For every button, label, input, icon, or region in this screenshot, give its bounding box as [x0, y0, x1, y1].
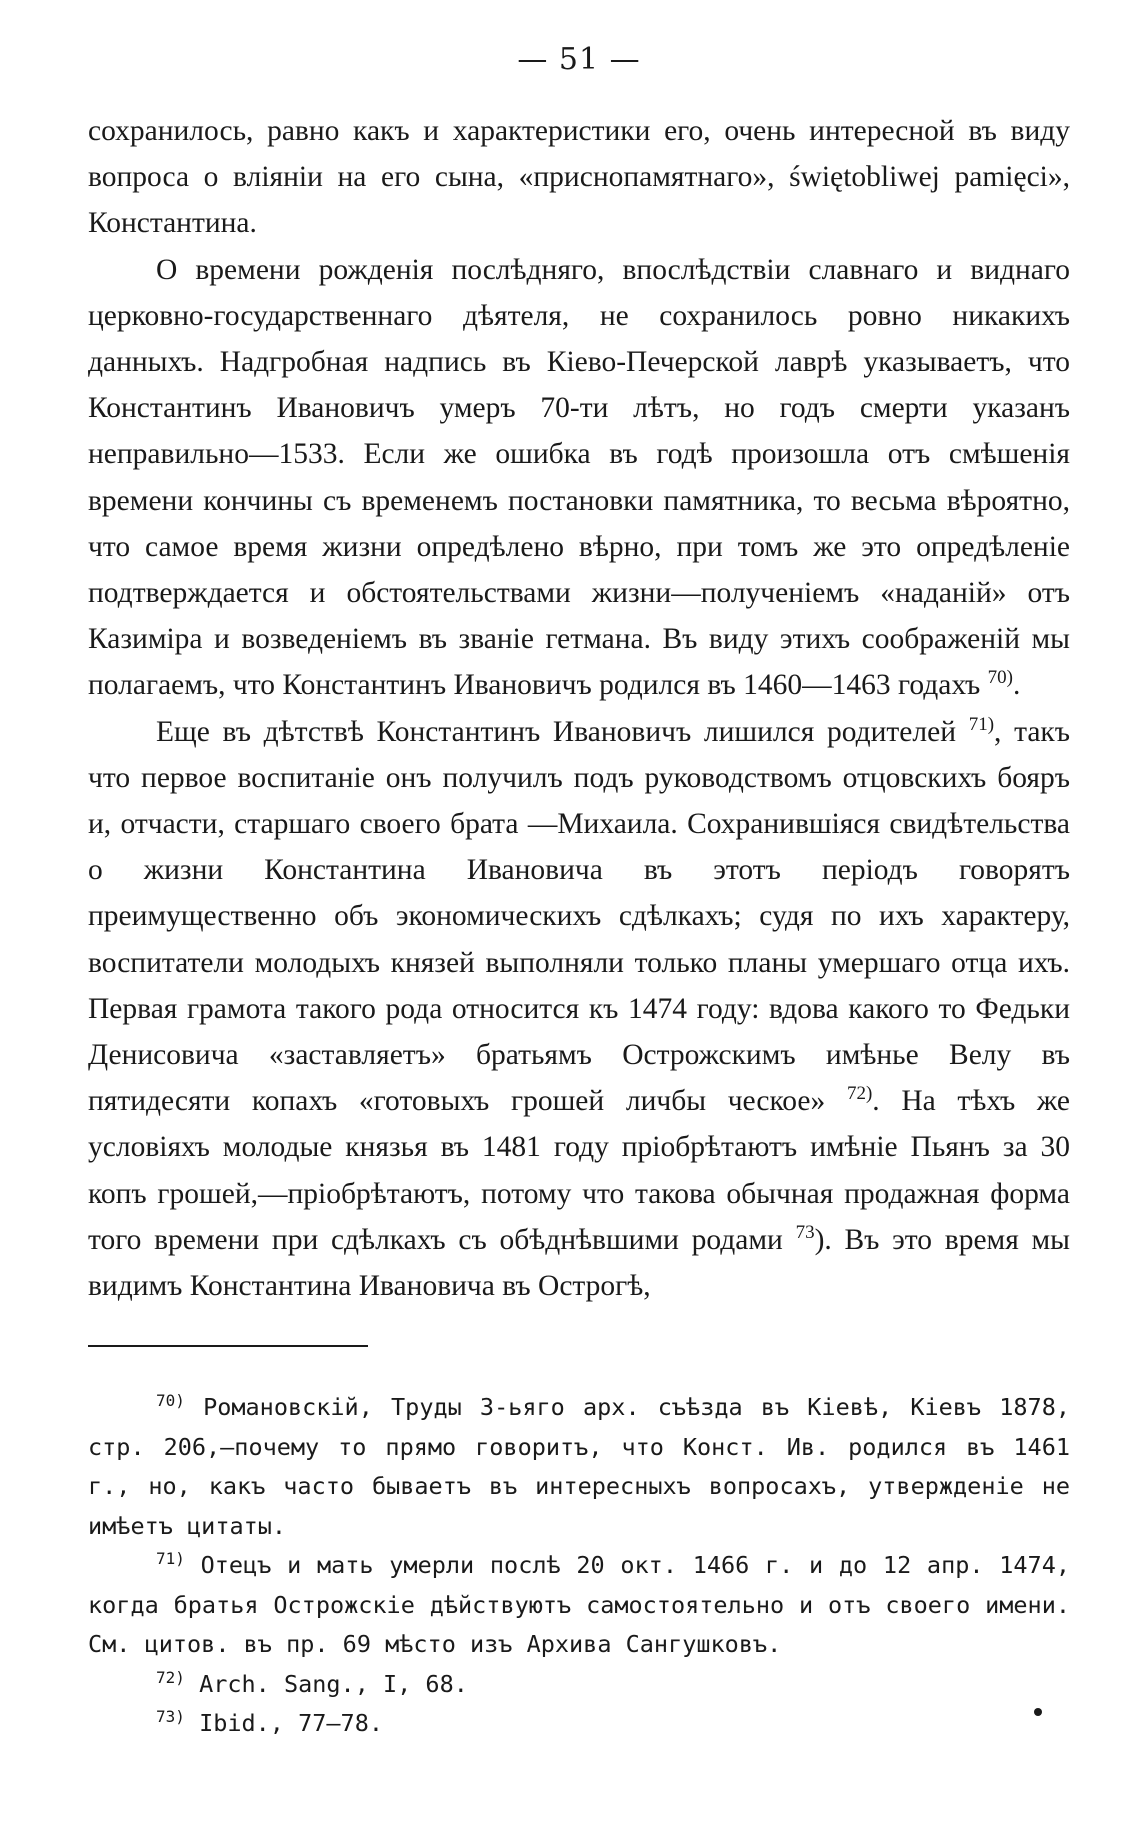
paragraph-3-text-b: , такъ что первое воспитаніе онъ получилъ подъ руководствомъ отцовскихъ бояръ и, отчасти, старшаго своего брата —Михаила. Сохранившіяся свидѣтельства о жизни Константина Ивановича въ этотъ періодъ говорятъ преимущественно объ экономическихъ сдѣлкахъ; судя по ихъ характеру, воспитатели молодыхъ князей выполняли только планы умершаго отца ихъ. Первая грамота такого рода относится къ 1474 году: вдова какого то Федьки Денисовича «заставляетъ» братьямъ Острожскимъ имѣнье Велу въ пятидесяти копахъ «готовыхъ грошей личбы ческое»: [88, 715, 1071, 1118]
paragraph-3-text-d: ). Въ это время мы видимъ Константина Ивановича въ Острогѣ,: [88, 1223, 1070, 1303]
footnote-divider: [88, 1345, 368, 1347]
footnote-73-text: Ibid., 77—78.: [199, 1709, 383, 1737]
paragraph-1-text: сохранилось, равно какъ и характеристики его, очень интересной въ виду вопроса о вліяніи на его сына, «приснопамятнаго», świętobliwej pamięci», Константина.: [88, 115, 1070, 240]
footnote-72: [88, 1665, 1070, 1705]
paragraph-continuation: [88, 108, 1070, 247]
footnote-70-text: Романовскій, Труды 3-ьяго арх. съѣзда въ Кіевѣ, Кіевъ 1878, стр. 206,—почему то прямо говоритъ, что Конст. Ив. родился въ 1461 г., но, какъ часто бываетъ въ интересныхъ вопросахъ, утвержденіе не имѣетъ цитаты.: [88, 1393, 1070, 1540]
footnote-73-number: 73): [156, 1707, 185, 1726]
footnote-71: [88, 1546, 1070, 1665]
footnotes: [88, 1388, 1070, 1744]
footnote-ref-72: 72): [846, 1083, 873, 1105]
footnote-ref-70: 70): [987, 667, 1013, 689]
footnote-70-number: 70): [156, 1391, 185, 1410]
footnote-72-number: 72): [156, 1667, 185, 1687]
paragraph-childhood: [88, 709, 1070, 1310]
footnote-70: [88, 1388, 1070, 1546]
footnote-72-text: Arch. Sang., I, 68.: [199, 1669, 468, 1698]
paragraph-birth-date: [88, 247, 1070, 709]
paragraph-3-text-a: Еще въ дѣтствѣ Константинъ Ивановичъ лишился родителей: [156, 715, 956, 748]
paragraph-3-text-c: . На тѣхъ же условіяхъ молодые князья въ 1481 году пріобрѣтаютъ имѣніе Пьянъ за 30 копъ грошей,—пріобрѣтаютъ, потому что такова обычная продажная форма того времени при сдѣлкахъ съ обѣднѣвшими родами: [88, 1085, 1070, 1256]
footnote-71-number: 71): [156, 1549, 185, 1568]
ink-mark: [1034, 1708, 1042, 1716]
book-page: [88, 0, 1070, 1833]
footnote-71-text: Отецъ и мать умерли послѣ 20 окт. 1466 г. и до 12 апр. 1474, когда братья Острожскіе дѣйствуютъ самостоятельно и отъ своего имени. См. цитов. въ пр. 69 мѣсто изъ Архива Сангушковъ.: [88, 1551, 1070, 1658]
footnote-ref-71: 71): [968, 713, 995, 735]
page-number: — 51 —: [517, 42, 641, 77]
footnote-ref-73: 73: [795, 1221, 815, 1243]
paragraph-2-text: О времени рожденія послѣдняго, впослѣдствіи славнаго и виднаго церковно-государственнаго дѣятеля, не сохранилось ровно никакихъ данныхъ. Надгробная надпись въ Кіево-Печерской лаврѣ указываетъ, что Константинъ Ивановичъ умеръ 70-ти лѣтъ, но годъ смерти указанъ неправильно—1533. Если же ошибка въ годѣ произошла отъ смѣшенія времени кончины съ временемъ постановки памятника, то весьма вѣроятно, что самое время жизни опредѣлено вѣрно, при томъ же это опредѣленіе подтверждается и обстоятельствами жизни—полученіемъ «наданій» отъ Казиміра и возведеніемъ въ званіе гетмана. Въ виду этихъ соображеній мы полагаемъ, что Константинъ Ивановичъ родился въ 1460—1463 годахъ: [88, 253, 1070, 702]
footnote-73: [88, 1704, 1070, 1744]
paragraph-2-tail: .: [1012, 669, 1021, 702]
main-text: [88, 108, 1070, 1309]
